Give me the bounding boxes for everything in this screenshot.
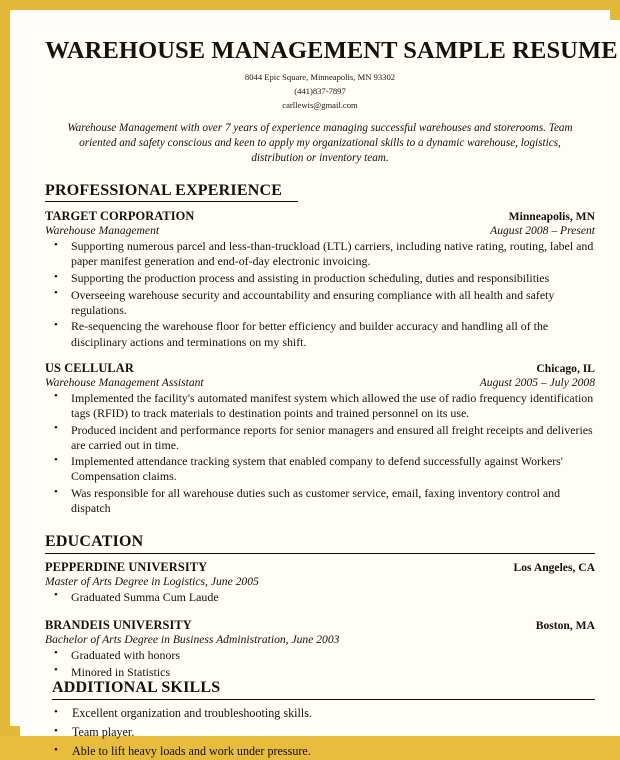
experience-entry bbox=[45, 209, 595, 350]
contact-phone: (441)837-7897 bbox=[294, 85, 346, 96]
education-degree: Bachelor of Arts Degree in Business Administration, June 2003 bbox=[45, 632, 340, 646]
resume-content bbox=[45, 37, 618, 760]
experience-dates: August 2008 – Present bbox=[490, 223, 595, 237]
experience-organization: TARGET CORPORATION bbox=[45, 209, 195, 224]
experience-entry-header-row bbox=[45, 209, 595, 224]
list-item: • Implemented attendance tracking system that enabled company to defend successfully against Workers' Compensation claims. bbox=[45, 454, 595, 484]
contact-block bbox=[45, 71, 595, 113]
list-item: • Supporting the production process and assisting in production scheduling, duties and responsibilities bbox=[45, 271, 595, 286]
education-entry-header-row bbox=[45, 618, 595, 633]
experience-location: Minneapolis, MN bbox=[508, 210, 595, 224]
section-heading-professional-experience: PROFESSIONAL EXPERIENCE bbox=[45, 182, 298, 203]
education-entry bbox=[45, 618, 595, 680]
list-item: • Minored in Statistics bbox=[45, 665, 595, 680]
section-education bbox=[45, 533, 595, 680]
professional-summary: Warehouse Management with over 7 years of experience managing successful warehouses and storerooms. Team oriented and safety conscious and keen to apply my organizational skills to a dynamic warehouse, logistics, distribution or inventory team. bbox=[67, 122, 573, 164]
list-item: • Was responsible for all warehouse duties such as customer service, email, faxing inventory control and dispatch bbox=[45, 486, 595, 516]
experience-bullet-list bbox=[45, 391, 595, 516]
experience-role: Warehouse Management bbox=[45, 223, 160, 237]
experience-role: Warehouse Management Assistant bbox=[45, 375, 204, 389]
education-entry bbox=[45, 560, 595, 605]
list-item: • Supporting numerous parcel and less-than-truckload (LTL) carriers, including native rating, routing, label and paper manifest generation and end-of-day electronic invoicing. bbox=[45, 239, 595, 269]
education-location: Los Angeles, CA bbox=[513, 560, 595, 574]
experience-organization: US CELLULAR bbox=[45, 360, 134, 375]
education-location: Boston, MA bbox=[535, 618, 595, 632]
skills-bullet-list bbox=[45, 706, 595, 760]
contact-email: carllewis@gmail.com bbox=[282, 99, 358, 110]
section-heading-additional-skills: ADDITIONAL SKILLS bbox=[52, 679, 595, 700]
experience-location: Chicago, IL bbox=[536, 361, 595, 375]
education-bullet-list bbox=[45, 590, 595, 605]
list-item: • Team player. bbox=[45, 725, 595, 741]
contact-address: 8044 Epic Square, Minneapolis, MN 93302 bbox=[244, 71, 396, 82]
education-bullet-list bbox=[45, 648, 595, 680]
education-organization: BRANDEIS UNIVERSITY bbox=[45, 617, 192, 632]
list-item: • Re-sequencing the warehouse floor for better efficiency and builder accuracy and handling all of the disciplinary actions and terminations on my shift. bbox=[45, 319, 595, 349]
education-degree: Master of Arts Degree in Logistics, June 2005 bbox=[45, 574, 259, 588]
experience-bullet-list bbox=[45, 239, 595, 349]
list-item: • Overseeing warehouse security and accountability and ensuring compliance with all health and safety regulations. bbox=[45, 288, 595, 318]
list-item: • Implemented the facility's automated manifest system which allowed the use of radio frequency identification tags (RFID) to track materials to destination points and trained personnel on its use. bbox=[45, 391, 595, 421]
experience-entry-subheader-row bbox=[45, 376, 595, 390]
experience-entry bbox=[45, 361, 595, 517]
list-item: • Excellent organization and troubleshooting skills. bbox=[45, 706, 595, 722]
experience-entry-subheader-row bbox=[45, 224, 595, 238]
section-heading-education: EDUCATION bbox=[45, 533, 595, 554]
list-item: • Produced incident and performance reports for senior managers and ensured all freight receipts and deliveries are carried out in time. bbox=[45, 423, 595, 453]
list-item: • Able to lift heavy loads and work under pressure. bbox=[45, 744, 595, 760]
list-item: • Graduated Summa Cum Laude bbox=[45, 590, 595, 605]
education-organization: PEPPERDINE UNIVERSITY bbox=[45, 559, 208, 574]
experience-entry-header-row bbox=[45, 361, 595, 376]
experience-dates: August 2005 – July 2008 bbox=[479, 375, 595, 389]
list-item: • Graduated with honors bbox=[45, 648, 595, 663]
section-additional-skills bbox=[45, 679, 595, 760]
resume-title: WAREHOUSE MANAGEMENT SAMPLE RESUME bbox=[45, 37, 618, 64]
resume-page bbox=[20, 20, 620, 758]
section-professional-experience bbox=[45, 182, 595, 517]
education-entry-header-row bbox=[45, 560, 595, 575]
